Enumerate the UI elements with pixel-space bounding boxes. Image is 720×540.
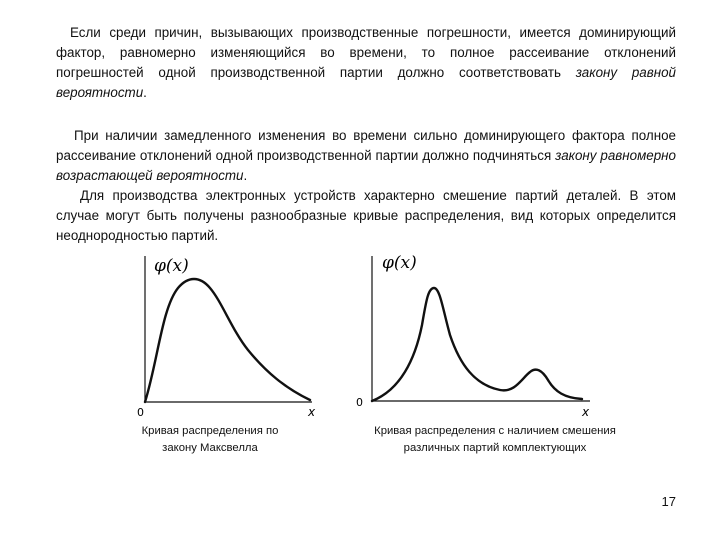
mixed-batches-figure [350, 240, 600, 425]
emphasis-term: закону равномерно возрастающей вероятности [56, 148, 676, 183]
paragraph-increasing-law [56, 126, 676, 186]
caption-line: различных партий комплектующих [403, 442, 587, 454]
caption-line: Кривая распределения с наличием смешения [374, 425, 616, 437]
y-axis-label: φ(x) [154, 256, 189, 276]
paragraph-text: Для производства электронных устройств характерно смешение партий деталей. В этом случае могут быть получены разнообразные кривые распределения, вид которых определится неоднородностью партий. [56, 188, 676, 243]
page-number: 17 [661, 494, 676, 509]
mixed-batches-curve [372, 288, 582, 401]
paragraph-text: При наличии замедленного изменения во времени сильно доминирующего фактора полное рассеивание отклонений одной производственной партии должно подчиняться [56, 128, 676, 163]
caption-line: закону Максвелла [162, 442, 258, 454]
paragraph-mixed-batches [56, 186, 676, 246]
maxwell-distribution-figure [120, 240, 340, 425]
paragraph-uniform-law [56, 23, 676, 103]
emphasis-term: закону равной вероятности [56, 65, 676, 100]
paragraph-end: . [243, 168, 248, 183]
paragraph-text: Если среди причин, вызывающих производственные погрешности, имеется доминирующий фактор, равномерно изменяющийся во времени, то полное рассеивание отклонений погрешностей одной производственной партии должно соответствовать [56, 25, 676, 80]
origin-label: 0 [356, 396, 363, 409]
mixed-batches-caption [340, 423, 650, 457]
caption-line: Кривая распределения по [141, 425, 279, 437]
x-axis-label: x [582, 405, 590, 419]
origin-label: 0 [137, 406, 144, 419]
x-axis-label: x [308, 405, 316, 419]
y-axis-label: φ(x) [382, 253, 417, 273]
paragraph-end: . [143, 85, 147, 100]
maxwell-curve [145, 279, 310, 402]
maxwell-caption [130, 423, 290, 457]
